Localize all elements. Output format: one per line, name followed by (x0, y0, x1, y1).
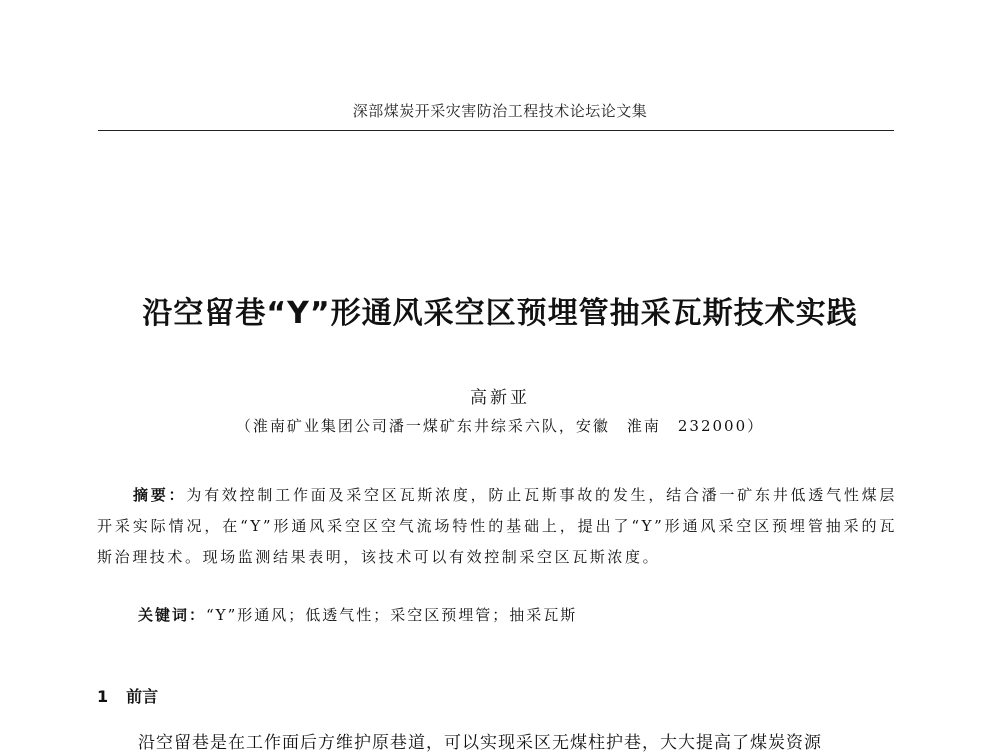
keywords-text: “Y”形通风；低透气性；采空区预埋管；抽采瓦斯 (206, 606, 578, 624)
abstract-label: 摘要： (133, 486, 187, 504)
section-title: 前言 (126, 687, 159, 706)
body-paragraph: 沿空留巷是在工作面后方维护原巷道，可以实现采区无煤柱护巷，大大提高了煤炭资源 (138, 733, 822, 753)
section-number: 1 (97, 687, 109, 706)
header-rule (98, 130, 894, 131)
author-name: 高新亚 (470, 388, 530, 408)
section-heading (97, 684, 158, 707)
running-header: 深部煤炭开采灾害防治工程技术论坛论文集 (352, 102, 648, 120)
abstract (97, 480, 897, 573)
paper-title: 沿空留巷“Y”形通风采空区预埋管抽采瓦斯技术实践 (142, 296, 858, 331)
author-affiliation: （淮南矿业集团公司潘一煤矿东井综采六队，安徽 淮南 232000） (235, 417, 765, 435)
keywords (138, 604, 898, 625)
keywords-label: 关键词： (138, 606, 207, 624)
abstract-text: 为有效控制工作面及采空区瓦斯浓度，防止瓦斯事故的发生，结合潘一矿东井低透气性煤层开采实际情况，在“Y”形通风采空区空气流场特性的基础上，提出了“Y”形通风采空区预埋管抽采的瓦斯治理技术。现场监测结果表明，该技术可以有效控制采空区瓦斯浓度。 (97, 486, 897, 566)
